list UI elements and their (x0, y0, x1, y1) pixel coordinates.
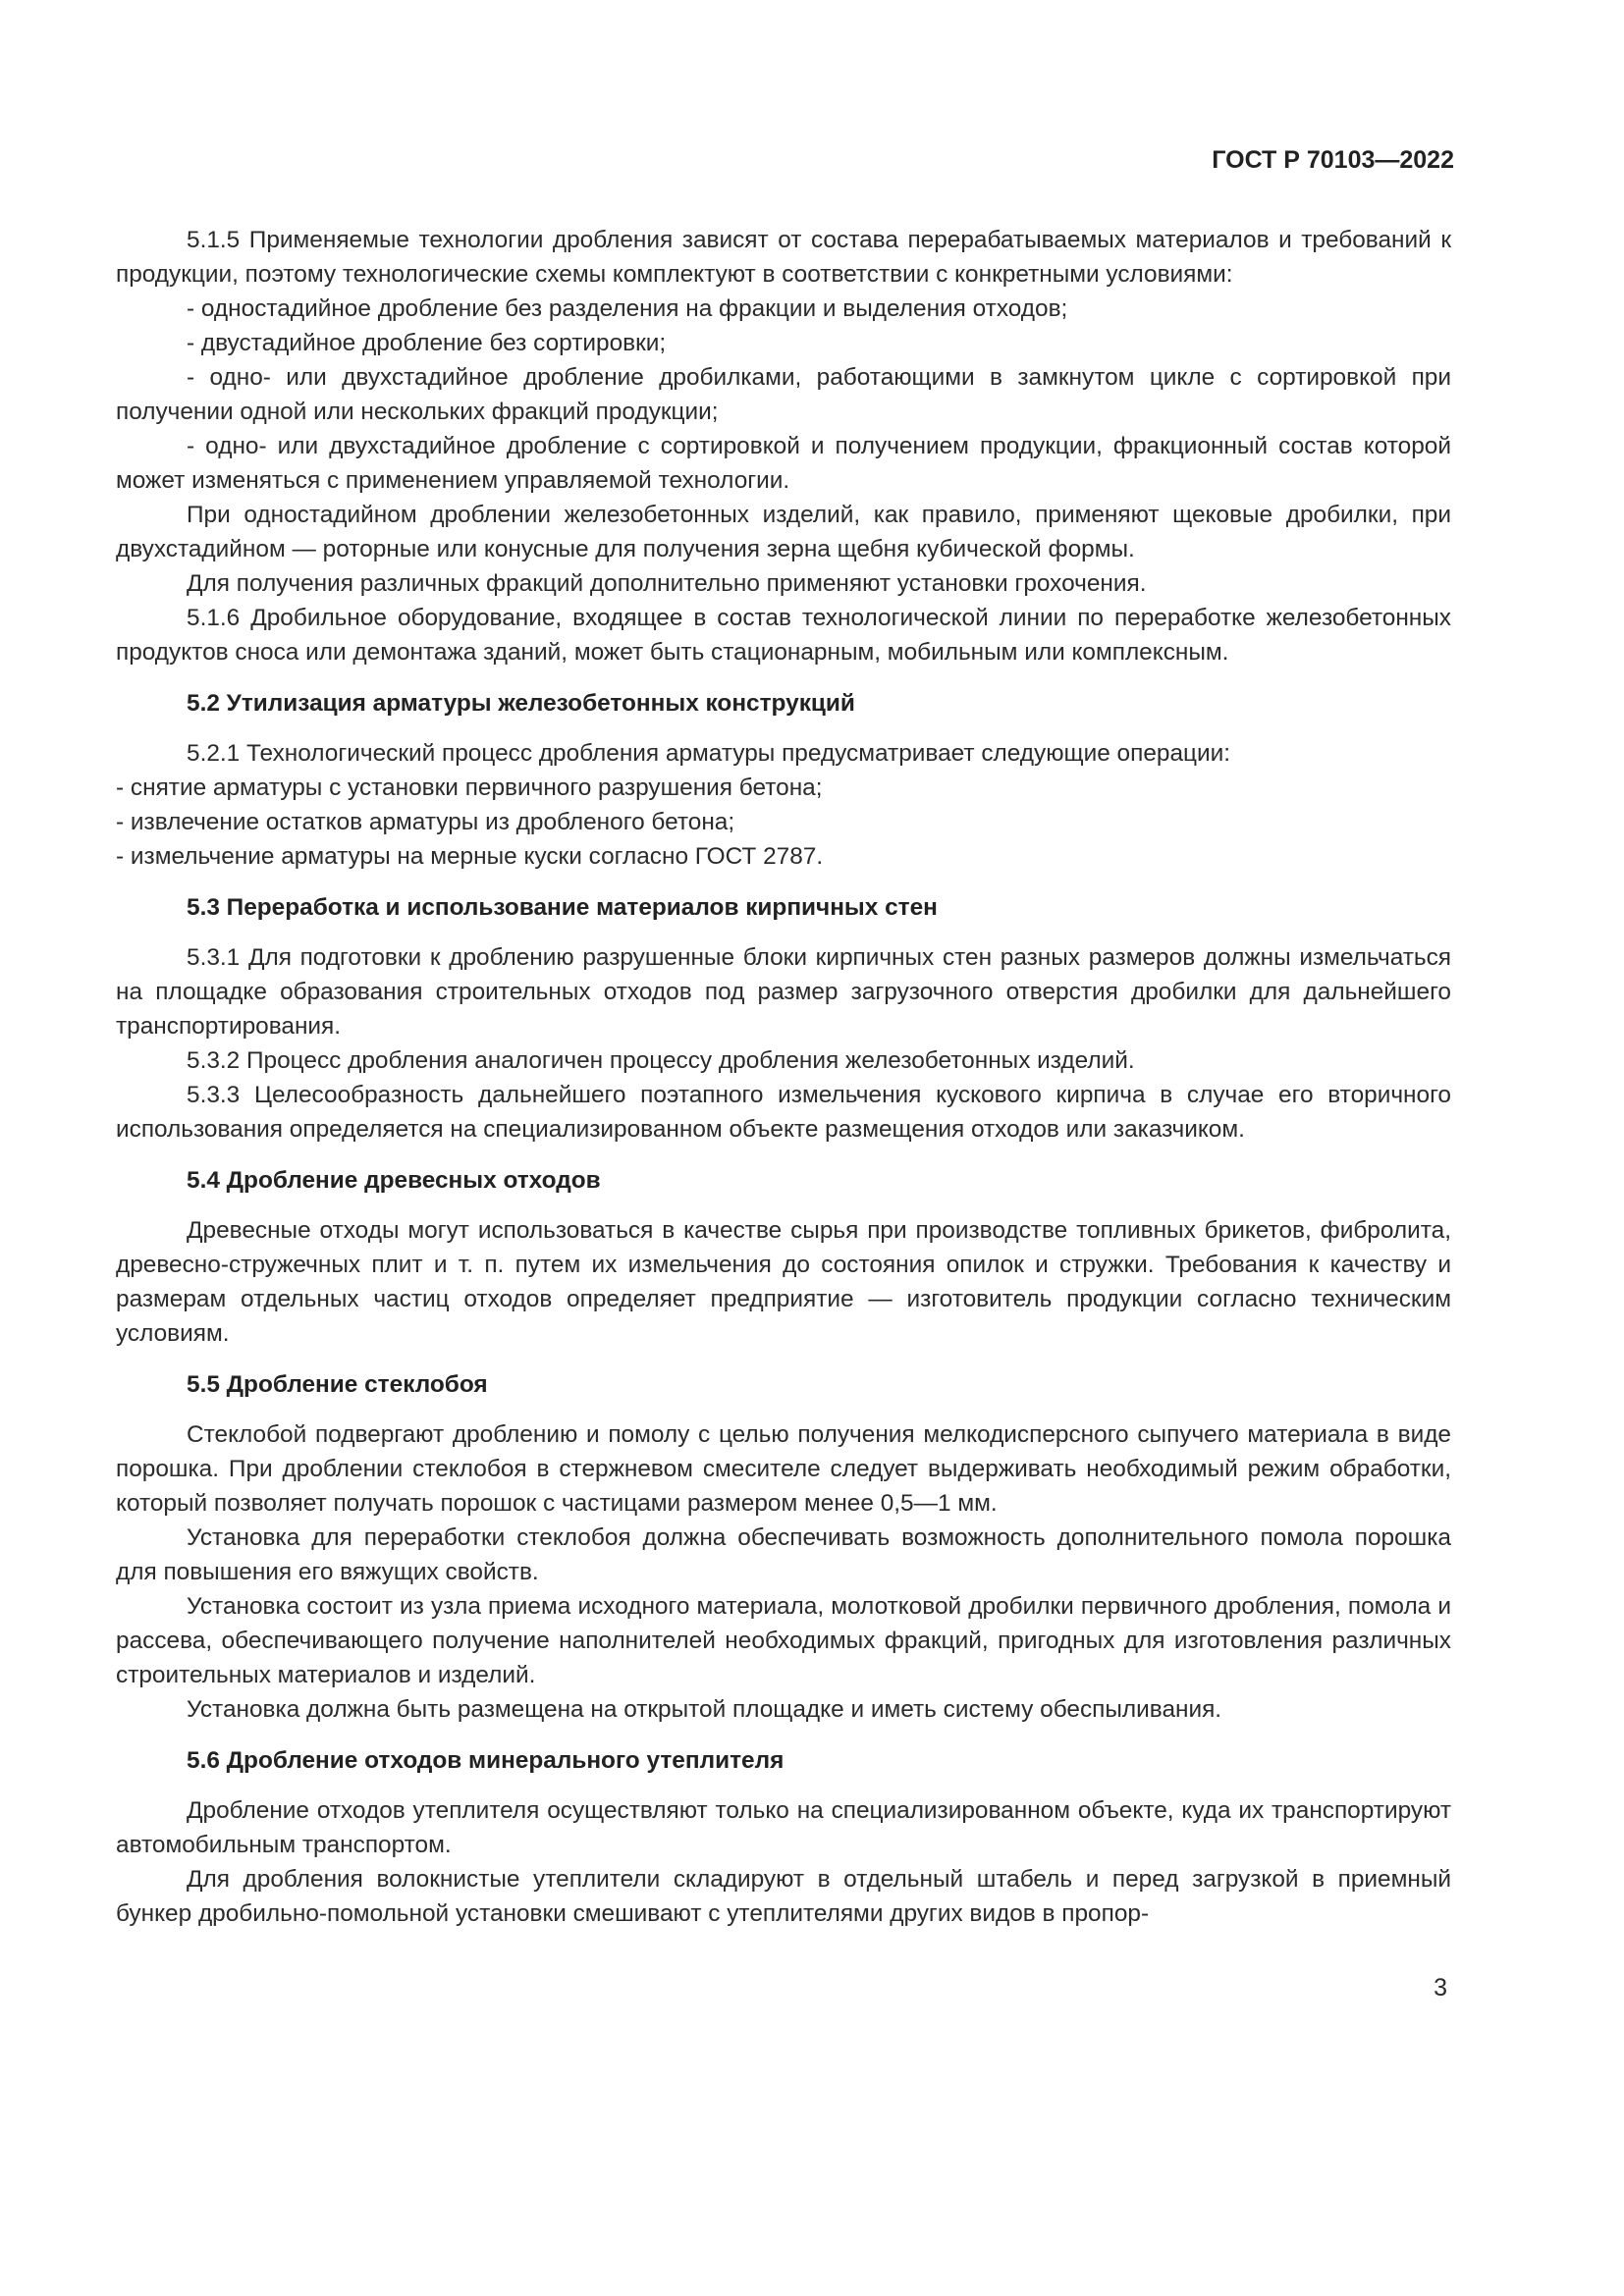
list-item: - извлечение остатков арматуры из дробленого бетона; (116, 809, 735, 835)
list-item: - одностадийное дробление без разделения на фракции и выделения отходов; (187, 295, 1068, 322)
list-item: - измельчение арматуры на мерные куски согласно ГОСТ 2787. (116, 843, 824, 870)
document-code-header: ГОСТ Р 70103—2022 (1212, 146, 1454, 174)
paragraph-5-3-3: 5.3.3 Целесообразность дальнейшего поэтапного измельчения кускового кирпича в случае его вторичного использования определяется на специализированном объекте размещения отходов или заказчиком. (116, 1082, 1451, 1143)
section-heading-5-4: 5.4 Дробление древесных отходов (187, 1167, 601, 1194)
paragraph-5-1-6: 5.1.6 Дробильное оборудование, входящее в состав технологической линии по переработке железобетонных продуктов сноса или демонтажа зданий, может быть стационарным, мобильным или комплексным. (116, 605, 1451, 666)
paragraph-5-2-1: 5.2.1 Технологический процесс дробления арматуры предусматривает следующие операции: (187, 740, 1231, 767)
list-item: - одно- или двухстадийное дробление дробилками, работающими в замкнутом цикле с сортировкой при получении одной или нескольких фракций продукции; (116, 364, 1451, 425)
section-heading-5-2: 5.2 Утилизация арматуры железобетонных конструкций (187, 690, 855, 717)
section-heading-5-6: 5.6 Дробление отходов минерального утеплителя (187, 1747, 785, 1774)
paragraph: При одностадийном дроблении железобетонных изделий, как правило, применяют щековые дробилки, при двухстадийном — роторные или конусные для получения зерна щебня кубической формы. (116, 502, 1451, 562)
paragraph: Дробление отходов утеплителя осуществляют только на специализированном объекте, куда их транспортируют автомобильным транспортом. (116, 1797, 1451, 1858)
paragraph: Древесные отходы могут использоваться в качестве сырья при производстве топливных брикетов, фибролита, древесно-стружечных плит и т. п. путем их измельчения до состояния опилок и стружки. Требования к качеству и размерам отдельных частиц отходов определяет предприятие — изготовитель продукции согласно техническим условиям. (116, 1217, 1451, 1347)
section-heading-5-5: 5.5 Дробление стеклобоя (187, 1371, 488, 1398)
paragraph: Установка для переработки стеклобоя должна обеспечивать возможность дополнительного помола порошка для повышения его вяжущих свойств. (116, 1524, 1451, 1585)
list-item: - двустадийное дробление без сортировки; (187, 330, 667, 356)
paragraph: Для получения различных фракций дополнительно применяют установки грохочения. (187, 570, 1147, 597)
paragraph: Стеклобой подвергают дроблению и помолу с целью получения мелкодисперсного сыпучего материала в виде порошка. При дроблении стеклобоя в стержневом смесителе следует выдерживать необходимый режим обработки, который позволяет получать порошок с частицами размером менее 0,5—1 мм. (116, 1421, 1451, 1517)
paragraph: Установка состоит из узла приема исходного материала, молотковой дробилки первичного дробления, помола и рассева, обеспечивающего получение наполнителей необходимых фракций, пригодных для изготовления различных строительных материалов и изделий. (116, 1593, 1451, 1688)
list-item: - одно- или двухстадийное дробление с сортировкой и получением продукции, фракционный состав которой может изменяться с применением управляемой технологии. (116, 433, 1451, 494)
paragraph-5-3-1: 5.3.1 Для подготовки к дроблению разрушенные блоки кирпичных стен разных размеров должны измельчаться на площадке образования строительных отходов под размер загрузочного отверстия дробилки для дальнейшего транспортирования. (116, 944, 1451, 1040)
paragraph: Установка должна быть размещена на открытой площадке и иметь систему обеспыливания. (187, 1696, 1222, 1723)
paragraph-5-1-5: 5.1.5 Применяемые технологии дробления зависят от состава перерабатываемых материалов и требований к продукции, поэтому технологические схемы комплектуют в соответствии с конкретными условиями: (116, 227, 1451, 288)
document-body (116, 223, 1451, 1931)
page-number: 3 (1434, 1974, 1447, 2002)
list-item: - снятие арматуры с установки первичного разрушения бетона; (116, 774, 823, 801)
paragraph-5-3-2: 5.3.2 Процесс дробления аналогичен процессу дробления железобетонных изделий. (187, 1047, 1135, 1074)
paragraph: Для дробления волокнистые утеплители складируют в отдельный штабель и перед загрузкой в приемный бункер дробильно-помольной установки смешивают с утеплителями других видов в пропор- (116, 1866, 1451, 1927)
section-heading-5-3: 5.3 Переработка и использование материалов кирпичных стен (187, 894, 938, 921)
